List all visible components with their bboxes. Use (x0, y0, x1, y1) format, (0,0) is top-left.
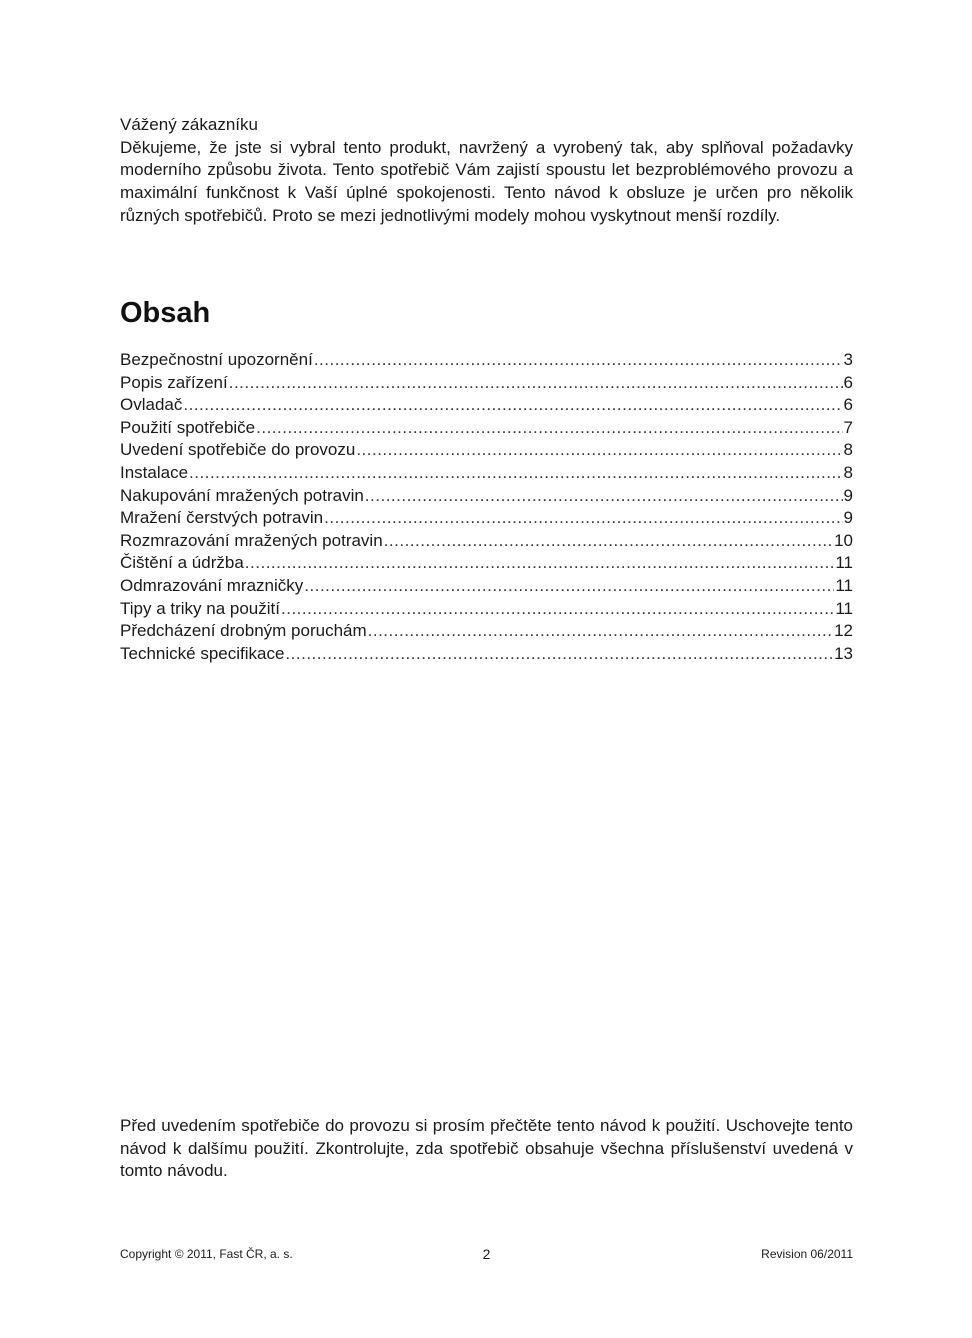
intro-section (120, 114, 853, 228)
toc-entry-technical-specifications[interactable] (120, 643, 853, 666)
toc-entry-page: 8 (843, 462, 853, 482)
toc-entry-page: 13 (834, 643, 853, 663)
toc-entry-page: 8 (843, 440, 853, 460)
toc-entry-label: Použití spotřebiče (120, 417, 256, 437)
toc-entry-page: 7 (843, 417, 853, 437)
table-of-contents (120, 349, 853, 665)
toc-entry-label: Tipy a triky na použití (120, 598, 280, 618)
greeting: Vážený zákazníku (120, 115, 258, 134)
toc-leader-dots (314, 349, 843, 372)
toc-entry-label: Bezpečnostní upozornění (120, 350, 313, 369)
page-footer (120, 1244, 853, 1264)
toc-leader-dots (229, 372, 843, 395)
toc-entry-label: Předcházení drobným poruchám (120, 621, 367, 641)
toc-entry-label: Odmrazování mrazničky (120, 575, 304, 595)
toc-entry-buying-frozen-food[interactable] (120, 485, 853, 508)
copyright-text: Copyright © 2011, Fast ČR, a. s. (120, 1247, 293, 1261)
toc-entry-label: Čištění a údržba (120, 553, 244, 573)
toc-entry-label: Popis zařízení (120, 372, 228, 392)
toc-entry-installation[interactable] (120, 462, 853, 485)
toc-entry-label: Technické specifikace (120, 643, 285, 663)
toc-entry-page: 11 (835, 553, 853, 573)
document-page (120, 0, 853, 1338)
toc-entry-tips-tricks[interactable] (120, 598, 853, 621)
toc-leader-dots (324, 507, 842, 530)
toc-entry-label: Ovladač (120, 395, 183, 415)
toc-entry-page: 10 (834, 530, 853, 550)
toc-entry-controller[interactable] (120, 394, 853, 417)
toc-entry-label: Uvedení spotřebiče do provozu (120, 440, 356, 460)
toc-entry-page: 3 (843, 350, 853, 369)
toc-entry-page: 6 (843, 395, 853, 415)
toc-entry-page: 11 (835, 598, 853, 618)
toc-leader-dots (245, 552, 835, 575)
toc-entry-label: Instalace (120, 462, 189, 482)
toc-entry-page: 12 (834, 621, 853, 641)
toc-entry-defrosting-freezer[interactable] (120, 575, 853, 598)
toc-entry-page: 11 (835, 575, 853, 595)
page-number: 2 (482, 1246, 491, 1262)
toc-title: Obsah (120, 297, 211, 329)
toc-entry-page: 9 (843, 485, 853, 505)
toc-leader-dots (368, 620, 833, 643)
toc-leader-dots (189, 462, 842, 485)
toc-leader-dots (365, 485, 843, 508)
toc-entry-label: Nakupování mražených potravin (120, 485, 364, 505)
toc-entry-label: Mražení čerstvých potravin (120, 508, 324, 528)
toc-leader-dots (384, 530, 833, 553)
toc-entry-freezing-fresh-food[interactable] (120, 507, 853, 530)
toc-leader-dots (256, 417, 842, 440)
intro-paragraph: Děkujeme, že jste si vybral tento produkt, navržený a vyrobený tak, aby splňoval požadavky moderního způsobu života. Tento spotřebič Vám zajistí spoustu let bezproblémového provozu a maximální funkčnost k Vaší úplné spokojenosti. Tento návod k obsluze je určen pro několik různých spotřebičů. Proto se mezi jednotlivými modely mohou vyskytnout menší rozdíly. (120, 137, 853, 225)
toc-leader-dots (356, 439, 842, 462)
toc-leader-dots (183, 394, 842, 417)
toc-leader-dots (304, 575, 834, 598)
toc-entry-label: Rozmrazování mražených potravin (120, 530, 383, 550)
toc-entry-device-description[interactable] (120, 372, 853, 395)
revision-text: Revision 06/2011 (761, 1247, 853, 1261)
toc-leader-dots (285, 643, 833, 666)
toc-entry-page: 6 (843, 372, 853, 392)
toc-entry-troubleshooting[interactable] (120, 620, 853, 643)
toc-entry-cleaning-maintenance[interactable] (120, 552, 853, 575)
toc-entry-page: 9 (843, 508, 853, 528)
toc-entry-safety-warnings[interactable] (120, 349, 853, 372)
pre-use-note: Před uvedením spotřebiče do provozu si prosím přečtěte tento návod k použití. Uschovejte tento návod k dalšímu použití. Zkontrolujte, zda spotřebič obsahuje všechna příslušenství uvedená v tomto návodu. (120, 1116, 853, 1181)
toc-entry-appliance-use[interactable] (120, 417, 853, 440)
toc-entry-putting-into-operation[interactable] (120, 439, 853, 462)
toc-leader-dots (281, 598, 834, 621)
toc-entry-thawing-frozen-food[interactable] (120, 530, 853, 553)
